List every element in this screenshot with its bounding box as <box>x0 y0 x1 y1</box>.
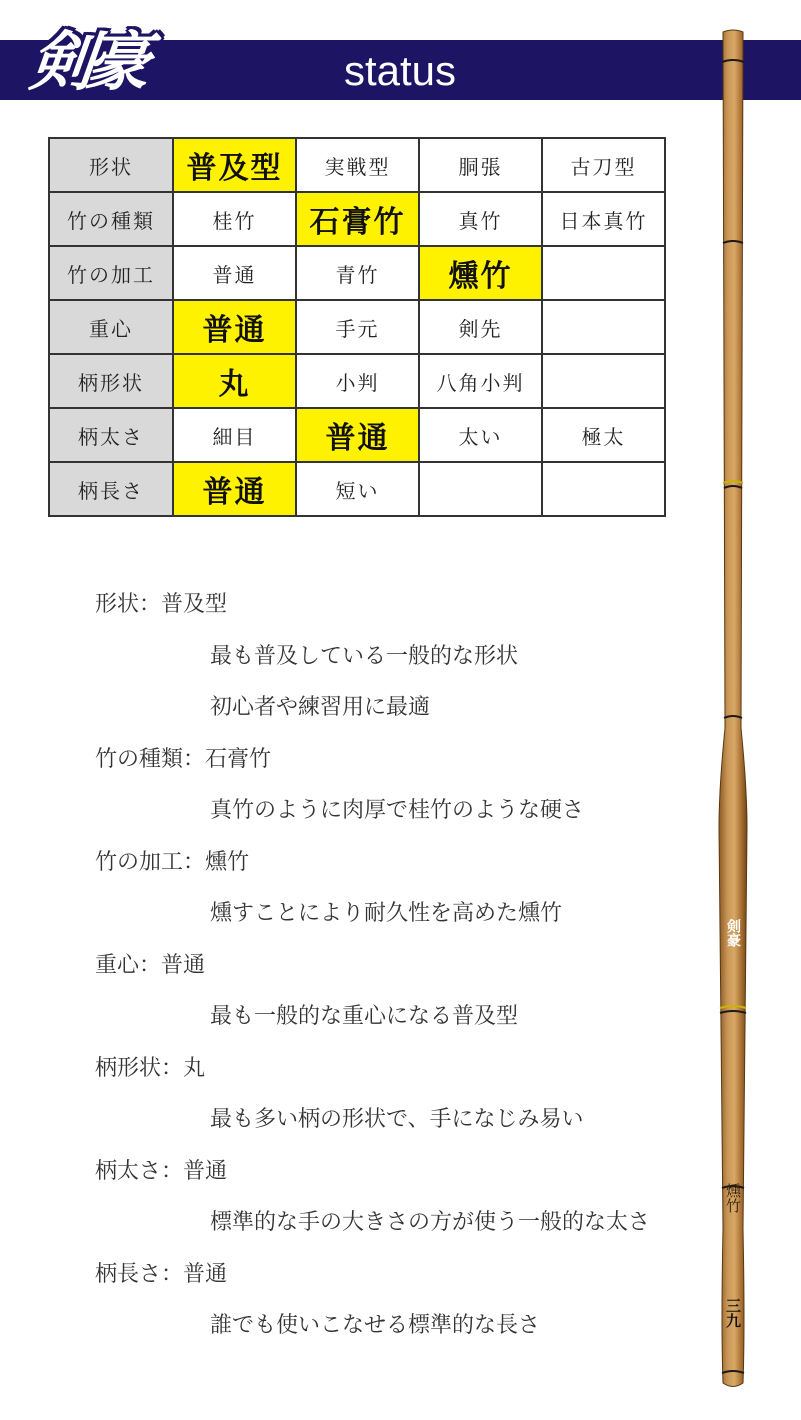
spec-cell-selected: 丸 <box>173 354 296 408</box>
spec-cell-selected: 石膏竹 <box>296 192 419 246</box>
description-heading: 竹の加工：燻竹 <box>95 849 250 875</box>
spec-cell: 極太 <box>542 408 665 462</box>
spec-cell <box>542 354 665 408</box>
spec-cell: 手元 <box>296 300 419 354</box>
description-heading: 重心：普通 <box>95 952 206 978</box>
description-text: 誰でも使いこなせる標準的な長さ <box>210 1313 541 1338</box>
spec-cell: 剣先 <box>419 300 542 354</box>
page-title: status <box>343 47 457 94</box>
spec-cell: 胴張 <box>419 138 542 192</box>
spec-table <box>48 137 666 517</box>
shinai-brand-mark: 剣豪 <box>725 919 741 947</box>
description-text: 標準的な手の大きさの方が使う一般的な太さ <box>210 1210 651 1235</box>
spec-row-label: 形状 <box>49 138 173 192</box>
spec-cell-selected: 普通 <box>173 462 296 516</box>
description-heading: 柄形状：丸 <box>95 1055 206 1081</box>
spec-cell-selected: 普及型 <box>173 138 296 192</box>
spec-row-label: 柄形状 <box>49 354 173 408</box>
spec-cell: 細目 <box>173 408 296 462</box>
spec-cell-selected: 普通 <box>296 408 419 462</box>
spec-row-label: 柄太さ <box>49 408 173 462</box>
spec-cell <box>542 462 665 516</box>
spec-cell <box>542 300 665 354</box>
description-heading: 竹の種類：石膏竹 <box>95 746 272 772</box>
spec-cell <box>542 246 665 300</box>
spec-cell: 太い <box>419 408 542 462</box>
spec-row <box>49 408 665 462</box>
spec-cell: 短い <box>296 462 419 516</box>
spec-row <box>49 246 665 300</box>
spec-row <box>49 300 665 354</box>
description-text: 最も多い柄の形状で、手になじみ易い <box>210 1107 584 1132</box>
spec-cell: 小判 <box>296 354 419 408</box>
spec-row <box>49 192 665 246</box>
spec-row-label: 竹の加工 <box>49 246 173 300</box>
spec-cell-selected: 普通 <box>173 300 296 354</box>
description-heading: 形状：普及型 <box>95 592 228 617</box>
spec-row-label: 重心 <box>49 300 173 354</box>
spec-row <box>49 354 665 408</box>
description-heading: 柄長さ：普通 <box>95 1261 228 1287</box>
spec-cell: 青竹 <box>296 246 419 300</box>
description-text: 最も一般的な重心になる普及型 <box>210 1004 519 1029</box>
spec-cell: 八角小判 <box>419 354 542 408</box>
description-heading: 柄太さ：普通 <box>95 1158 228 1184</box>
spec-cell <box>419 462 542 516</box>
description-text: 燻すことにより耐久性を高めた燻竹 <box>210 901 563 926</box>
description-text: 初心者や練習用に最適 <box>210 695 431 720</box>
description-text: 真竹のように肉厚で桂竹のような硬さ <box>210 798 585 823</box>
spec-cell: 実戦型 <box>296 138 419 192</box>
spec-cell: 古刀型 <box>542 138 665 192</box>
spec-cell: 普通 <box>173 246 296 300</box>
brand-logo: 剣豪 <box>26 25 146 100</box>
spec-cell-selected: 燻竹 <box>419 246 542 300</box>
spec-cell: 日本真竹 <box>542 192 665 246</box>
shinai-type-mark: 燻竹 <box>724 1183 742 1213</box>
spec-cell: 桂竹 <box>173 192 296 246</box>
shinai-size-mark: 三九 <box>724 1298 742 1328</box>
spec-row-label: 柄長さ <box>49 462 173 516</box>
spec-row <box>49 462 665 516</box>
shinai-image <box>713 28 753 1390</box>
description-text: 最も普及している一般的な形状 <box>210 643 519 669</box>
spec-cell: 真竹 <box>419 192 542 246</box>
spec-row <box>49 138 665 192</box>
spec-row-label: 竹の種類 <box>49 192 173 246</box>
